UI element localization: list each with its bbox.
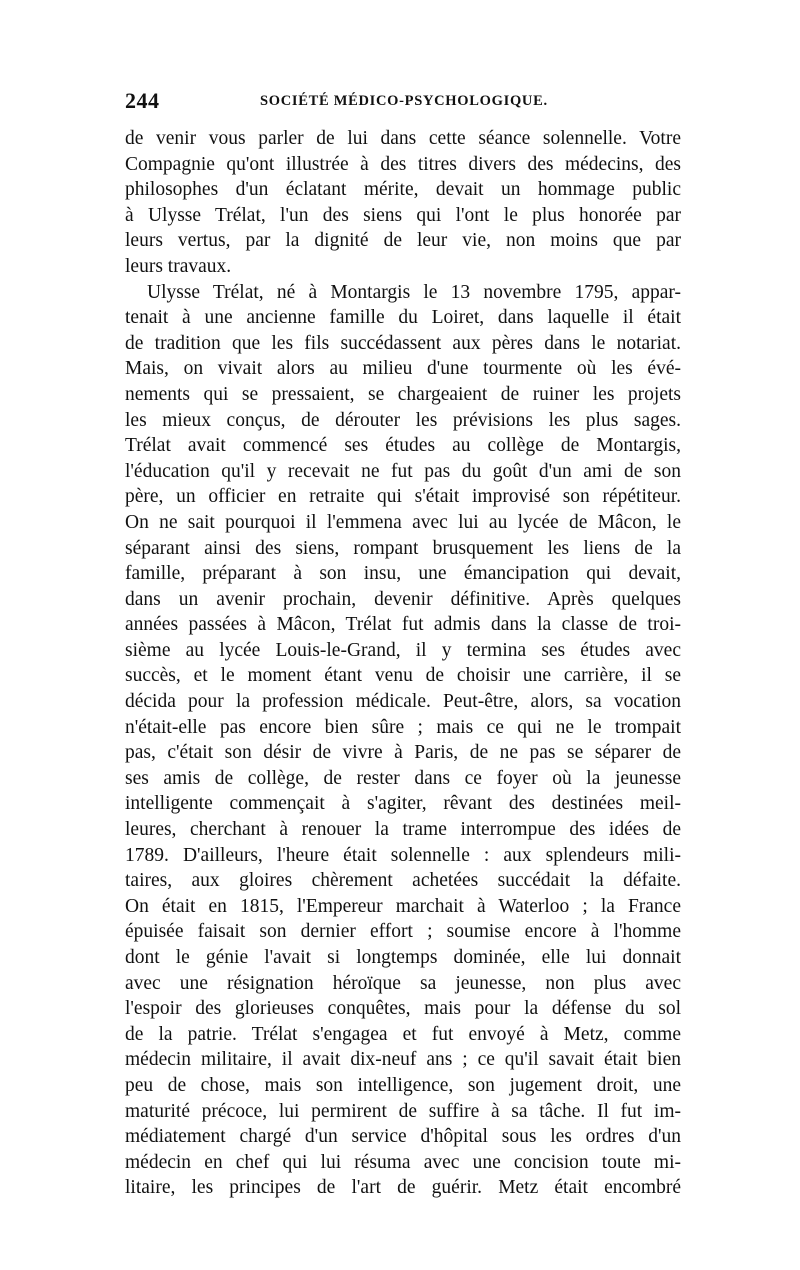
text-line: séparant ainsi des siens, rompant brusquement les liens de la xyxy=(125,537,681,559)
text-line: intelligente commençait à s'agiter, rêvant des destinées meil- xyxy=(125,793,681,815)
text-line: sième au lycée Louis-le-Grand, il y termina ses études avec xyxy=(125,639,681,661)
text-line: de venir vous parler de lui dans cette séance solennelle. Votre xyxy=(125,128,681,149)
text-line: à Ulysse Trélat, l'un des siens qui l'ont le plus honorée par xyxy=(125,204,681,226)
text-line: médiatement chargé d'un service d'hôpital sous les ordres d'un xyxy=(125,1126,681,1148)
text-line: maturité précoce, lui permirent de suffire à sa tâche. Il fut im- xyxy=(125,1100,681,1122)
text-line: On ne sait pourquoi il l'emmena avec lui au lycée de Mâcon, le xyxy=(125,511,681,533)
text-line: leurs vertus, par la dignité de leur vie, non moins que par xyxy=(125,230,681,252)
text-line: médecin en chef qui lui résuma avec une concision toute mi- xyxy=(125,1151,681,1173)
text-line: père, un officier en retraite qui s'était improvisé son répétiteur. xyxy=(125,486,681,508)
running-head xyxy=(125,88,681,118)
text-line: nements qui se pressaient, se chargeaient de ruiner les projets xyxy=(125,383,681,405)
text-line: philosophes d'un éclatant mérite, devait un hommage public xyxy=(125,179,681,201)
text-line: les mieux conçus, de dérouter les prévisions les plus sages. xyxy=(125,409,681,431)
text-line: succès, et le moment étant venu de choisir une carrière, il se xyxy=(125,665,681,687)
text-line: Compagnie qu'ont illustrée à des titres divers des médecins, des xyxy=(125,153,681,175)
text-line: n'était-elle pas encore bien sûre ; mais ce qui ne le trompait xyxy=(125,716,681,738)
text-line: Trélat avait commencé ses études au collège de Montargis, xyxy=(125,435,681,457)
text-line: On était en 1815, l'Empereur marchait à Waterloo ; la France xyxy=(125,895,681,917)
text-line: épuisée faisait son dernier effort ; soumise encore à l'homme xyxy=(125,921,681,943)
text-line: leurs travaux. xyxy=(125,255,232,277)
text-line: ses amis de collège, de rester dans ce foyer où la jeunesse xyxy=(125,767,681,789)
text-line: Ulysse Trélat, né à Montargis le 13 novembre 1795, appar- xyxy=(147,281,681,303)
text-line: années passées à Mâcon, Trélat fut admis dans la classe de troi- xyxy=(125,614,681,636)
text-line: de tradition que les fils succédassent aux pères dans le notariat. xyxy=(125,332,681,354)
running-title: SOCIÉTÉ MÉDICO-PSYCHOLOGIQUE. xyxy=(260,93,548,109)
text-line: dans un avenir prochain, devenir définitive. Après quelques xyxy=(125,588,681,610)
text-line: dont le génie l'avait si longtemps dominée, elle lui donnait xyxy=(125,947,681,968)
body-text xyxy=(125,126,681,1201)
text-line: avec une résignation héroïque sa jeunesse, non plus avec xyxy=(125,972,681,994)
text-line: peu de chose, mais son intelligence, son jugement droit, une xyxy=(125,1074,681,1096)
text-line: de la patrie. Trélat s'engagea et fut envoyé à Metz, comme xyxy=(125,1023,681,1045)
text-line: médecin militaire, il avait dix-neuf ans ; ce qu'il savait était bien xyxy=(125,1049,681,1071)
text-line: 1789. D'ailleurs, l'heure était solennelle : aux splendeurs mili- xyxy=(125,844,681,866)
text-line: décida pour la profession médicale. Peut-être, alors, sa vocation xyxy=(125,691,681,713)
text-line: Mais, on vivait alors au milieu d'une tourmente où les évé- xyxy=(125,358,681,380)
text-line: taires, aux gloires chèrement achetées succédait la défaite. xyxy=(125,870,681,892)
text-line: leures, cherchant à renouer la trame interrompue des idées de xyxy=(125,819,681,841)
text-line: famille, préparant à son insu, une émancipation qui devait, xyxy=(125,563,681,585)
text-line: l'espoir des glorieuses conquêtes, mais pour la défense du sol xyxy=(125,998,681,1020)
page-number: 244 xyxy=(125,88,160,113)
text-line: litaire, les principes de l'art de guérir. Metz était encombré xyxy=(125,1177,681,1199)
text-line: pas, c'était son désir de vivre à Paris, de ne pas se séparer de xyxy=(125,742,681,764)
text-line: tenait à une ancienne famille du Loiret, dans laquelle il était xyxy=(125,307,681,329)
text-line: l'éducation qu'il y recevait ne fut pas du goût d'un ami de son xyxy=(125,460,681,482)
